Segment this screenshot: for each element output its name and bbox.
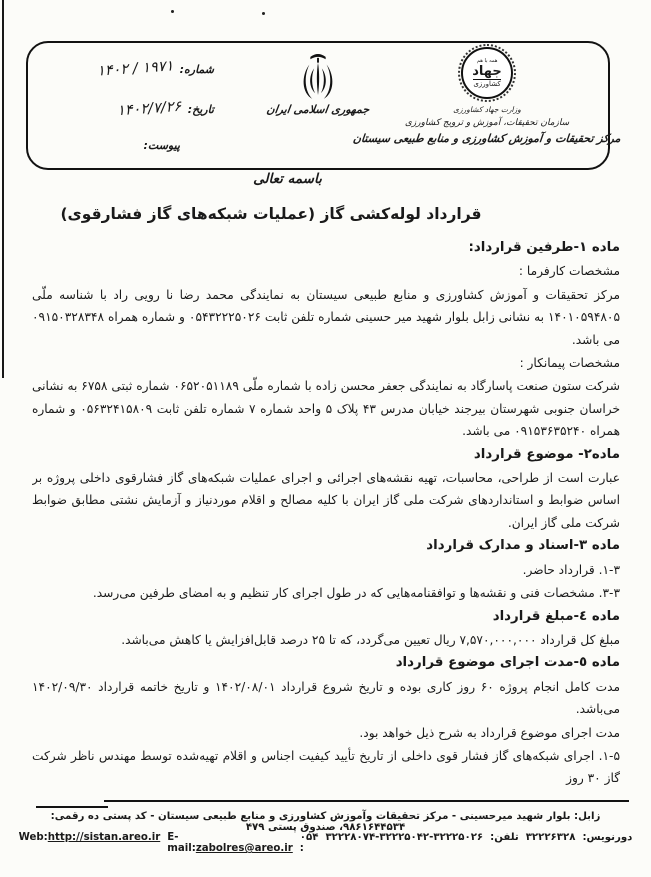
logo-motto: همه با هم xyxy=(476,57,498,64)
scan-noise-dot xyxy=(262,12,265,15)
web-value: http://sistan.areo.ir xyxy=(47,832,161,843)
article-5-heading: ماده ٥-مدت اجرای موضوع قرارداد xyxy=(395,655,620,671)
footer-fax-value: ۳۲۲۲۶۳۲۸ xyxy=(525,832,576,843)
article-3-item-3: ۳‏-‏۳. مشخصات فنی و نقشه‌ها و توافقنامه‌هایی که در طول اجرای کار تنظیم و به امضای طرفین می‌رسد. xyxy=(92,586,620,601)
contractor-intro: مشخصات پیمانکار : xyxy=(519,356,620,371)
number-label: شماره: xyxy=(179,63,214,76)
footer-fax-label: دورنویس: xyxy=(582,832,633,843)
footer-rule-right xyxy=(104,800,629,802)
country-name: جمهوری اسلامی ایران xyxy=(265,103,371,116)
footer-rule-left xyxy=(36,806,108,808)
scan-noise-dot xyxy=(171,10,174,13)
ministry-name: وزارت جهاد کشاورزی xyxy=(453,105,521,114)
footer-contacts xyxy=(18,832,633,854)
employer-intro: مشخصات کارفرما : xyxy=(518,264,620,279)
stamp-fields xyxy=(40,51,220,163)
attachment-label: پیوست: xyxy=(143,139,180,152)
article-3-heading: ماده ۳-اسناد و مدارک قرارداد xyxy=(426,538,620,554)
date-label: تاریخ: xyxy=(187,103,214,116)
footer-phone-numbers: ۳۲۲۲۸۰۷۴-۳۲۲۲۵۰۴۲-۳۲۲۲۵۰۲۶ xyxy=(325,832,484,843)
letterhead-box xyxy=(26,41,622,170)
organization-name: سازمان تحقیقات، آموزش و ترویج کشاورزی xyxy=(404,118,570,128)
scan-edge-line xyxy=(2,0,4,378)
footer-email xyxy=(167,832,293,854)
article-5-item-1: ۵‏-‏۱. اجرای شبکه‌های گاز فشار قوی داخلی از تاریخ تأیید کیفیت اجناس و اقلام تهیه‌شده توسط مهندس ناظر شرکت گاز ۳۰ روز xyxy=(32,748,620,786)
date-value-handwritten: ۱۴۰۲/۷/۲۶ xyxy=(116,98,183,120)
logo-title: جهاد xyxy=(472,64,502,79)
email-label: E-mail: xyxy=(167,832,196,854)
footer-web xyxy=(19,832,161,843)
web-label: Web: xyxy=(18,832,48,843)
research-center-name: مرکز تحقیقات و آموزش کشاورزی و منابع طبیعی سیستان xyxy=(352,132,622,145)
logo-subtitle: کشاورزی xyxy=(473,80,501,88)
article-5-schedule-intro: مدت اجرای موضوع قرارداد به شرح ذیل خواهد بود. xyxy=(359,725,620,740)
iran-allah-emblem-icon xyxy=(297,50,339,102)
email-value: zabolres@areo.ir xyxy=(195,843,293,854)
article-4-body: مبلغ کل قرارداد ۷,۵۷۰,۰۰۰,۰۰۰ ریال تعیین می‌گردد، که تا ۲۵ درصد قابل‌افزایش یا کاهش می‌باشد. xyxy=(121,632,620,647)
article-2-heading: ماده۲- موضوع قرارداد xyxy=(473,446,620,462)
document-date-row xyxy=(116,98,214,120)
article-1-heading: ماده ۱-طرفین قرارداد: xyxy=(468,240,620,255)
article-3-item-1: ۳‏-‏۱. قرارداد حاضر. xyxy=(522,562,620,577)
document-number-row xyxy=(96,58,214,80)
article-4-heading: ماده ٤-مبلغ قرارداد xyxy=(492,608,620,624)
contract-title: قرارداد لوله‌کشی گاز (عملیات شبکه‌های گاز فشارقوی) xyxy=(60,205,482,223)
article-2-body: عبارت است از طراحی، محاسبات، تهیه نقشه‌های اجرائی و اجرای عملیات شبکه‌های گاز فشارقوی داخلی پروژه بر اساس ضوابط و استانداردهای شرکت ملی گاز ایران با کلیه مصالح و اقلام موردنیاز و آزمایش نشتی مطابق ضوابط شرکت ملی گاز ایران. xyxy=(32,471,620,530)
contractor-details: شرکت ستون صنعت پاسارگاد به نمایندگی جعفر محسن زاده با شماره ملّی ۰۶۵۲۰۵۱۱۸۹ شماره ثبتی ۶۷۵۸ به نشانی خراسان جنوبی شهرستان بیرجند خیابان مدرس ۴۳ پلاک ۵ واحد شماره ۷ شماره تلفن ثابت ۰۵۶۳۲۴۱۵۸۰۹ و شماره همراه ۰۹۱۵۳۶۳۵۲۴۰ می باشد. xyxy=(32,379,620,439)
agency-block xyxy=(352,47,622,145)
footer-area-code: ۰۵۴ : xyxy=(299,832,319,854)
basmala: باسمه تعالی xyxy=(253,171,322,187)
footer-address: زابل: بلوار شهید میرحسینی - مرکز تحقیقات وآموزش کشاورزی و منابع طبیعی سیستان - کد پستی ده رقمی: ۹۸۶۱۶۴۴۵۳۴، صندوق پستی ۴۷۹ xyxy=(50,811,601,833)
jahad-keshavarzi-logo-icon xyxy=(461,47,513,99)
employer-details: مرکز تحقیقات و آموزش کشاورزی و منابع طبیعی سیستان به نمایندگی محمد رضا نا رویی راد با شناسه ملّی ۱۴۰۱۰۵۹۴۸۰۵ به نشانی زابل بلوار شهید میر حسینی شماره تلفن ثابت ۰۵۴۳۲۲۲۵۰۲۶ و شماره همراه ۰۹۱۵۰۳۲۸۳۴۸ می باشد. xyxy=(32,287,620,347)
footer-phone-label: تلفن: xyxy=(490,832,519,843)
attachment-row xyxy=(144,139,180,152)
contract-body xyxy=(32,237,620,791)
article-5-duration: مدت کامل انجام پروژه ۶۰ روز کاری بوده و تاریخ شروع قرارداد ۱۴۰۲/۰۸/۰۱ و تاریخ خاتمه قرارداد ۱۴۰۲/۰۹/۳۰ می‌باشد. xyxy=(32,679,620,717)
number-value-handwritten: ۱۴۰۲ / ۱۹۷۱ xyxy=(96,58,175,80)
